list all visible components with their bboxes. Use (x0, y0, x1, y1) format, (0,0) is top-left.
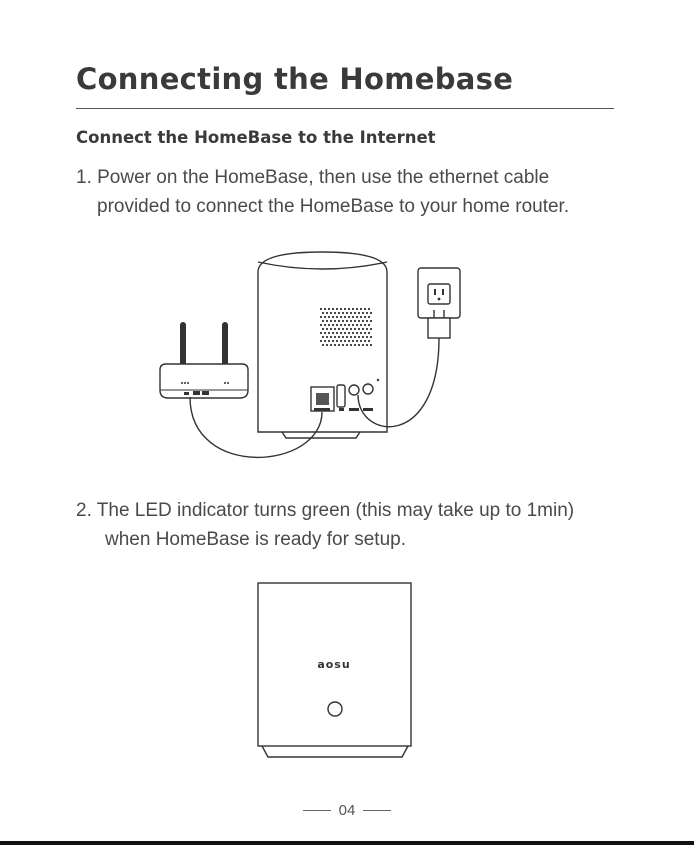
wall-outlet-illustration (418, 268, 460, 338)
speaker-hole (332, 324, 334, 326)
power-adapter (428, 318, 450, 338)
speaker-hole (338, 320, 340, 322)
speaker-hole (368, 324, 370, 326)
speaker-hole (322, 312, 324, 314)
speaker-hole (340, 308, 342, 310)
speaker-hole (354, 328, 356, 330)
speaker-hole (370, 320, 372, 322)
speaker-hole (358, 328, 360, 330)
speaker-hole (342, 336, 344, 338)
speaker-hole (336, 340, 338, 342)
speaker-hole (356, 308, 358, 310)
speaker-hole (328, 324, 330, 326)
speaker-hole (324, 316, 326, 318)
speaker-hole (322, 336, 324, 338)
speaker-hole (326, 336, 328, 338)
speaker-hole (320, 316, 322, 318)
speaker-hole (364, 316, 366, 318)
speaker-hole (364, 324, 366, 326)
speaker-hole (330, 320, 332, 322)
usb-port (337, 385, 345, 407)
speaker-hole (344, 316, 346, 318)
homebase-rear-illustration (258, 252, 387, 438)
speaker-hole (332, 332, 334, 334)
speaker-hole (364, 340, 366, 342)
speaker-hole (338, 336, 340, 338)
speaker-hole (328, 340, 330, 342)
speaker-hole (346, 336, 348, 338)
speaker-hole (362, 320, 364, 322)
speaker-hole (356, 316, 358, 318)
speaker-hole (328, 308, 330, 310)
speaker-hole (350, 336, 352, 338)
speaker-hole (368, 316, 370, 318)
footer-dash-left (303, 810, 331, 811)
speaker-hole (370, 336, 372, 338)
speaker-hole (326, 328, 328, 330)
speaker-hole (320, 340, 322, 342)
speaker-hole (366, 344, 368, 346)
speaker-hole (322, 320, 324, 322)
speaker-hole (348, 308, 350, 310)
speaker-hole (366, 320, 368, 322)
speaker-hole (336, 316, 338, 318)
connection-diagram (0, 240, 694, 470)
speaker-hole (358, 312, 360, 314)
speaker-hole (336, 324, 338, 326)
speaker-hole (330, 344, 332, 346)
speaker-hole (368, 308, 370, 310)
speaker-hole (340, 316, 342, 318)
speaker-hole (366, 312, 368, 314)
step-1-line-1: 1. Power on the HomeBase, then use the ethernet cable (76, 167, 550, 188)
speaker-hole (352, 308, 354, 310)
speaker-hole (330, 312, 332, 314)
speaker-hole (324, 308, 326, 310)
speaker-hole (342, 328, 344, 330)
speaker-hole (360, 340, 362, 342)
speaker-hole (346, 328, 348, 330)
speaker-hole (322, 328, 324, 330)
speaker-hole (358, 320, 360, 322)
speaker-hole (324, 340, 326, 342)
speaker-hole (342, 320, 344, 322)
speaker-hole (348, 340, 350, 342)
speaker-hole (340, 332, 342, 334)
speaker-hole (338, 328, 340, 330)
title-divider (76, 108, 614, 109)
speaker-hole (322, 344, 324, 346)
speaker-hole (344, 332, 346, 334)
speaker-hole (352, 316, 354, 318)
speaker-hole (366, 328, 368, 330)
speaker-hole (348, 324, 350, 326)
speaker-hole (326, 320, 328, 322)
speaker-hole (332, 308, 334, 310)
speaker-hole (368, 340, 370, 342)
speaker-hole (326, 312, 328, 314)
speaker-hole (352, 324, 354, 326)
page-number: 04 (338, 801, 356, 819)
speaker-hole (328, 332, 330, 334)
led-indicator (328, 702, 342, 716)
speaker-hole (320, 324, 322, 326)
speaker-hole (354, 312, 356, 314)
speaker-hole (340, 324, 342, 326)
speaker-hole (348, 332, 350, 334)
speaker-hole (350, 312, 352, 314)
speaker-hole (360, 324, 362, 326)
brand-logo: aosu (317, 658, 351, 671)
speaker-hole (342, 344, 344, 346)
speaker-hole (334, 336, 336, 338)
speaker-hole (328, 316, 330, 318)
speaker-hole (366, 336, 368, 338)
router-antenna-left (180, 322, 186, 370)
speaker-hole (368, 332, 370, 334)
speaker-hole (344, 324, 346, 326)
speaker-hole (354, 344, 356, 346)
speaker-hole (362, 312, 364, 314)
speaker-hole (356, 324, 358, 326)
speaker-hole (330, 328, 332, 330)
speaker-hole (352, 332, 354, 334)
step-1-line-2: provided to connect the HomeBase to your home router. (97, 196, 570, 217)
speaker-hole (324, 324, 326, 326)
speaker-hole (360, 308, 362, 310)
speaker-hole (342, 312, 344, 314)
router-illustration (160, 322, 248, 398)
step-2-text (76, 496, 574, 554)
speaker-hole (320, 308, 322, 310)
speaker-hole (364, 308, 366, 310)
speaker-hole (350, 320, 352, 322)
speaker-hole (350, 344, 352, 346)
footer-dash-right (363, 810, 391, 811)
speaker-hole (358, 336, 360, 338)
speaker-hole (338, 312, 340, 314)
page-title: Connecting the Homebase (76, 62, 514, 96)
router-antenna-right (222, 322, 228, 370)
step-2-line-1: 2. The LED indicator turns green (this may take up to 1min) (76, 500, 575, 521)
speaker-hole (336, 332, 338, 334)
bottom-border (0, 841, 694, 845)
page-footer (0, 800, 694, 820)
homebase-front-diagram (0, 575, 694, 775)
speaker-hole (320, 332, 322, 334)
speaker-hole (362, 336, 364, 338)
speaker-hole (348, 316, 350, 318)
speaker-hole (334, 320, 336, 322)
speaker-hole (326, 344, 328, 346)
speaker-hole (336, 308, 338, 310)
speaker-hole (360, 316, 362, 318)
speaker-hole (350, 328, 352, 330)
step-2-line-2: when HomeBase is ready for setup. (105, 529, 406, 550)
speaker-hole (360, 332, 362, 334)
speaker-hole (362, 328, 364, 330)
speaker-hole (364, 332, 366, 334)
speaker-hole (340, 340, 342, 342)
speaker-hole (330, 336, 332, 338)
speaker-hole (354, 336, 356, 338)
speaker-hole (334, 328, 336, 330)
section-heading: Connect the HomeBase to the Internet (76, 128, 436, 147)
speaker-hole (354, 320, 356, 322)
speaker-hole (370, 312, 372, 314)
speaker-hole (346, 312, 348, 314)
speaker-hole (332, 316, 334, 318)
speaker-hole (344, 340, 346, 342)
speaker-hole (356, 340, 358, 342)
speaker-hole (370, 328, 372, 330)
speaker-hole (356, 332, 358, 334)
speaker-hole (332, 340, 334, 342)
speaker-hole (362, 344, 364, 346)
speaker-hole (370, 344, 372, 346)
speaker-hole (358, 344, 360, 346)
speaker-hole (334, 312, 336, 314)
speaker-hole (352, 340, 354, 342)
speaker-hole (334, 344, 336, 346)
speaker-hole (346, 344, 348, 346)
step-1-text (76, 163, 569, 221)
speaker-hole (324, 332, 326, 334)
speaker-hole (338, 344, 340, 346)
speaker-hole (346, 320, 348, 322)
speaker-hole (344, 308, 346, 310)
homebase-front-illustration (258, 583, 411, 757)
